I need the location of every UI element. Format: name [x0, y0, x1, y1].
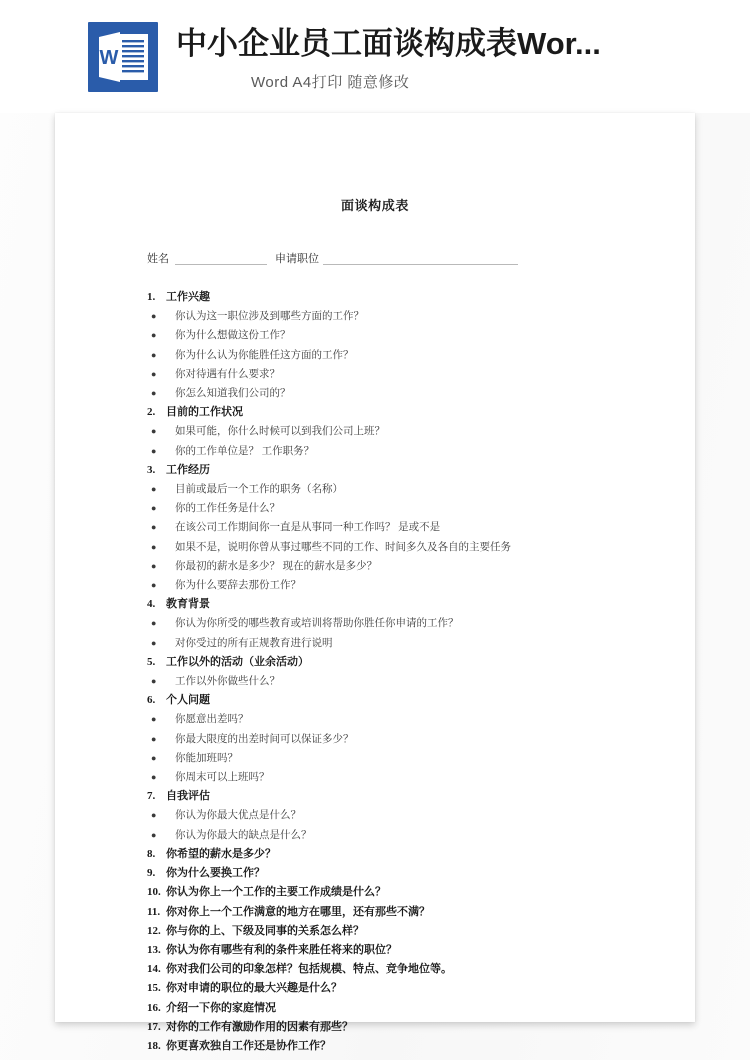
question-text: 你最大限度的出差时间可以保证多少？: [175, 733, 354, 745]
interview-outline: [147, 288, 665, 1056]
section-heading-text: 你对申请的职位的最大兴趣是什么？: [166, 982, 342, 995]
bullet-icon: ●: [151, 810, 157, 821]
section-number: 12.: [147, 924, 161, 937]
question-item: [147, 730, 665, 749]
question-item: [147, 480, 665, 499]
bullet-icon: ●: [151, 349, 157, 360]
section-heading-text: 你为什么要换工作？: [166, 867, 265, 880]
section-heading-text: 你与你的上、下级及同事的关系怎么样？: [166, 924, 364, 937]
section-number: 8.: [147, 847, 156, 860]
section-number: 9.: [147, 867, 156, 880]
question-text: 目前或最后一个工作的职务（名称）: [175, 484, 343, 496]
bullet-icon: ●: [151, 503, 157, 514]
section-heading: [147, 999, 665, 1018]
bullet-icon: ●: [151, 829, 157, 840]
question-text: 工作以外你做些什么？: [175, 676, 280, 688]
section-heading-text: 你认为你上一个工作的主要工作成绩是什么？: [166, 886, 386, 899]
section-number: 6.: [147, 694, 156, 707]
question-item: [147, 326, 665, 345]
section-heading: [147, 960, 665, 979]
bullet-icon: ●: [151, 618, 157, 629]
section-heading: [147, 595, 665, 614]
section-heading: [147, 403, 665, 422]
question-item: [147, 538, 665, 557]
question-text: 你对待遇有什么要求？: [175, 368, 280, 380]
section-heading-text: 工作经历: [166, 463, 210, 476]
bullet-icon: ●: [151, 560, 157, 571]
question-text: 你认为你最大优点是什么？: [175, 810, 301, 822]
question-item: [147, 576, 665, 595]
question-item: [147, 672, 665, 691]
bullet-icon: ●: [151, 445, 157, 456]
section-heading: [147, 979, 665, 998]
section-heading: [147, 653, 665, 672]
section-heading-text: 介绍一下你的家庭情况: [166, 1001, 276, 1014]
section-heading-text: 工作兴趣: [166, 291, 210, 303]
section-number: 16.: [147, 1001, 161, 1014]
section-number: 14.: [147, 963, 161, 976]
section-heading: [147, 864, 665, 883]
question-text: 你为什么要辞去那份工作？: [175, 580, 301, 592]
question-text: 你认为你所受的哪些教育或培训将帮助你胜任你申请的工作？: [175, 618, 459, 630]
question-item: [147, 384, 665, 403]
section-number: 3.: [147, 463, 156, 476]
section-number: 15.: [147, 982, 161, 995]
section-heading: [147, 845, 665, 864]
preview-subtitle: Word A4打印 随意修改: [251, 74, 410, 91]
question-item: [147, 346, 665, 365]
section-number: 2.: [147, 406, 156, 419]
bullet-icon: ●: [151, 714, 157, 725]
question-item: [147, 826, 665, 845]
question-item: [147, 614, 665, 633]
preview-title: 中小企业员工面谈构成表Wor...: [176, 26, 601, 61]
question-item: [147, 634, 665, 653]
question-item: [147, 442, 665, 461]
word-document-icon: [88, 22, 158, 92]
svg-text:W: W: [99, 47, 119, 69]
question-item: [147, 557, 665, 576]
bullet-icon: ●: [151, 676, 157, 687]
bullet-icon: ●: [151, 541, 157, 552]
bullet-icon: ●: [151, 580, 157, 591]
section-heading: [147, 883, 665, 902]
section-number: 13.: [147, 943, 161, 956]
section-number: 4.: [147, 598, 156, 611]
bullet-icon: ●: [151, 388, 157, 399]
question-item: [147, 806, 665, 825]
question-text: 你愿意出差吗？: [175, 714, 249, 726]
question-item: [147, 365, 665, 384]
question-item: [147, 307, 665, 326]
section-heading-text: 你更喜欢独自工作还是协作工作？: [166, 1039, 331, 1052]
section-number: 18.: [147, 1039, 161, 1052]
bullet-icon: ●: [151, 772, 157, 783]
section-number: 1.: [147, 291, 156, 303]
section-number: 5.: [147, 655, 156, 668]
section-heading-text: 自我评估: [166, 790, 210, 803]
section-heading-text: 目前的工作状况: [166, 406, 243, 419]
section-heading: [147, 922, 665, 941]
question-text: 如果不是，说明你曾从事过哪些不同的工作、时间多久及各自的主要任务: [175, 541, 511, 553]
bullet-icon: ●: [151, 752, 157, 763]
question-text: 你的工作单位是？ 工作职务？: [175, 445, 315, 457]
section-number: 10.: [147, 886, 161, 899]
section-number: 17.: [147, 1020, 161, 1033]
identity-fields-row: [147, 250, 695, 266]
name-field-label: 姓名: [147, 253, 169, 265]
bullet-icon: ●: [151, 311, 157, 322]
bullet-icon: ●: [151, 522, 157, 533]
document-preview-header: [0, 0, 750, 113]
bullet-icon: ●: [151, 637, 157, 648]
section-heading: [147, 903, 665, 922]
section-number: 7.: [147, 790, 156, 803]
section-heading-text: 你对我们公司的印象怎样？包括规模、特点、竞争地位等。: [166, 963, 452, 976]
question-text: 你为什么认为你能胜任这方面的工作？: [175, 349, 354, 361]
name-field-blank[interactable]: [175, 253, 267, 265]
question-text: 你认为这一职位涉及到哪些方面的工作？: [175, 311, 364, 323]
question-text: 你为什么想做这份工作？: [175, 330, 291, 342]
question-item: [147, 768, 665, 787]
question-text: 对你受过的所有正规教育进行说明: [175, 637, 333, 649]
bullet-icon: ●: [151, 484, 157, 495]
section-heading-text: 工作以外的活动（业余活动）: [166, 655, 309, 668]
question-item: [147, 518, 665, 537]
bullet-icon: ●: [151, 330, 157, 341]
section-heading: [147, 1018, 665, 1037]
section-heading-text: 你认为你有哪些有利的条件来胜任将来的职位？: [166, 943, 397, 956]
section-heading: [147, 941, 665, 960]
document-page: [55, 113, 695, 1052]
section-heading-text: 对你的工作有激励作用的因素有那些？: [166, 1020, 353, 1033]
section-heading-text: 你对你上一个工作满意的地方在哪里，还有那些不满？: [166, 905, 430, 918]
bullet-icon: ●: [151, 733, 157, 744]
section-heading: [147, 461, 665, 480]
question-text: 你认为你最大的缺点是什么？: [175, 829, 312, 841]
word-icon-glyph: [98, 31, 149, 83]
position-field-label: 申请职位: [275, 253, 319, 265]
question-item: [147, 499, 665, 518]
question-item: [147, 749, 665, 768]
section-heading: [147, 787, 665, 806]
question-item: [147, 710, 665, 729]
section-heading: [147, 691, 665, 710]
section-heading: [147, 288, 665, 307]
bullet-icon: ●: [151, 426, 157, 437]
question-item: [147, 422, 665, 441]
section-heading: [147, 1037, 665, 1056]
question-text: 你怎么知道我们公司的？: [175, 388, 291, 400]
section-number: 11.: [147, 905, 161, 918]
section-heading-text: 教育背景: [166, 598, 210, 611]
question-text: 你最初的薪水是多少？ 现在的薪水是多少？: [175, 560, 378, 572]
bullet-icon: ●: [151, 368, 157, 379]
question-text: 如果可能，你什么时候可以到我们公司上班？: [175, 426, 385, 438]
section-heading-text: 你希望的薪水是多少？: [166, 847, 276, 860]
position-field-blank[interactable]: [323, 253, 518, 265]
question-text: 你能加班吗？: [175, 752, 238, 764]
question-text: 你周末可以上班吗？: [175, 772, 270, 784]
section-heading-text: 个人问题: [166, 694, 210, 707]
page-title: 面谈构成表: [340, 198, 409, 213]
question-text: 在该公司工作期间你一直是从事同一种工作吗？ 是或不是: [175, 522, 441, 534]
question-text: 你的工作任务是什么？: [175, 503, 280, 515]
